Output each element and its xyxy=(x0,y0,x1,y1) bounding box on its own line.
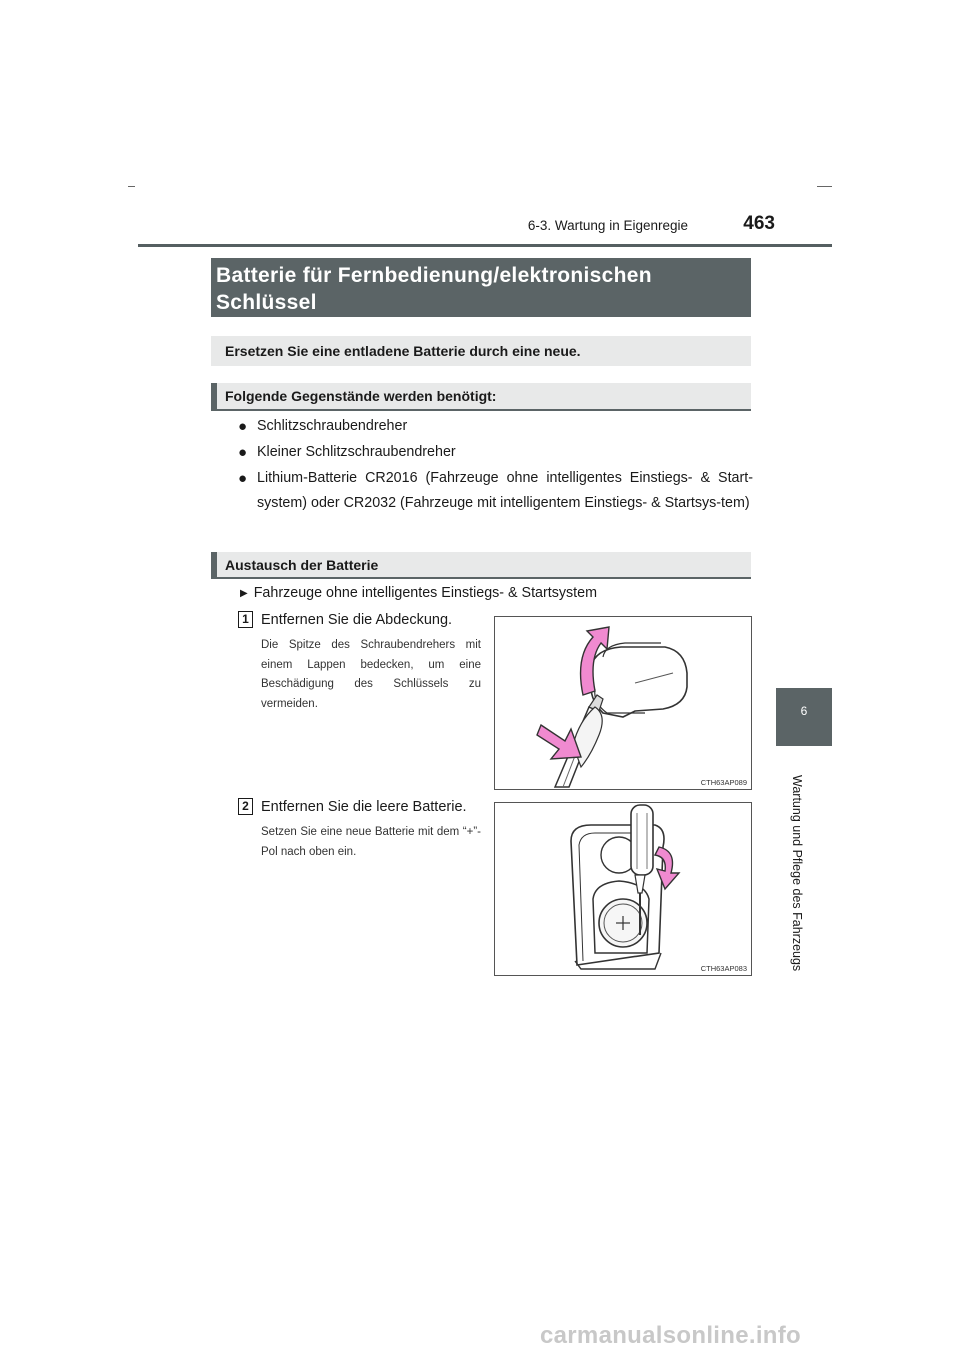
intro-bar xyxy=(211,336,751,366)
triangle-right-icon: ▶ xyxy=(240,588,248,599)
list-item xyxy=(238,466,753,516)
vehicle-type-text: Fahrzeuge ohne intelligentes Einstiegs- & Startsystem xyxy=(253,585,598,601)
header-rule xyxy=(138,244,832,247)
heading-underline xyxy=(211,409,751,411)
replacement-heading: Austausch der Batterie xyxy=(225,556,379,573)
figure-code: CTH63AP083 xyxy=(700,964,747,973)
list-item xyxy=(238,440,753,465)
step-number-2: 2 xyxy=(238,798,253,815)
list-item xyxy=(238,414,753,439)
section-label: 6-3. Wartung in Eigenregie xyxy=(527,218,688,233)
step-2-note: Setzen Sie eine neue Batterie mit dem “+”-Pol nach oben ein. xyxy=(261,826,481,858)
heading-underline xyxy=(211,577,751,579)
bullet-icon: ● xyxy=(238,418,248,435)
figure-remove-cover xyxy=(494,616,752,790)
crop-mark-left xyxy=(128,186,135,187)
battery-removal-illustration xyxy=(495,803,751,975)
heading-accent xyxy=(211,383,217,409)
required-heading: Folgende Gegenstände werden benötigt: xyxy=(225,388,497,404)
list-item-text: Lithium-Batterie CR2016 (Fahrzeuge ohne intelligentes Einstiegs- & Start-system) oder CR2032 (Fahrzeuge mit intelligentem Einstiegs- & Startsys-tem) xyxy=(257,470,753,511)
page-title: Batterie für Fernbedienung/elektronischen Schlüssel xyxy=(216,264,652,314)
chapter-tab xyxy=(776,688,832,746)
chapter-title: Wartung und Pflege des Fahrzeugs xyxy=(790,775,804,972)
bullet-icon: ● xyxy=(238,470,248,487)
figure-remove-battery xyxy=(494,802,752,976)
step-number-1: 1 xyxy=(238,611,253,628)
heading-accent xyxy=(211,552,217,577)
list-item-text: Schlitzschraubendreher xyxy=(257,418,408,434)
step-2-title: Entfernen Sie die leere Batterie. xyxy=(261,799,467,815)
crop-mark-right xyxy=(817,186,832,187)
required-heading-bar xyxy=(211,383,751,409)
step-1-title: Entfernen Sie die Abdeckung. xyxy=(261,612,453,628)
bullet-icon: ● xyxy=(238,444,248,461)
page-number: 463 xyxy=(743,213,775,234)
intro-text: Ersetzen Sie eine entladene Batterie durch eine neue. xyxy=(225,343,581,359)
list-item-text: Kleiner Schlitzschraubendreher xyxy=(257,444,456,460)
watermark: carmanualsonline.info xyxy=(540,1322,802,1349)
chapter-number: 6 xyxy=(800,704,808,718)
figure-code: CTH63AP089 xyxy=(700,778,747,787)
vehicle-type-line xyxy=(240,585,597,601)
replacement-heading-bar xyxy=(211,552,751,577)
key-cover-illustration xyxy=(495,617,751,789)
step-1-note: Die Spitze des Schraubendrehers mit einem Lappen bedecken, um eine Beschädigung des Schlüssels zu vermeiden. xyxy=(261,639,481,710)
